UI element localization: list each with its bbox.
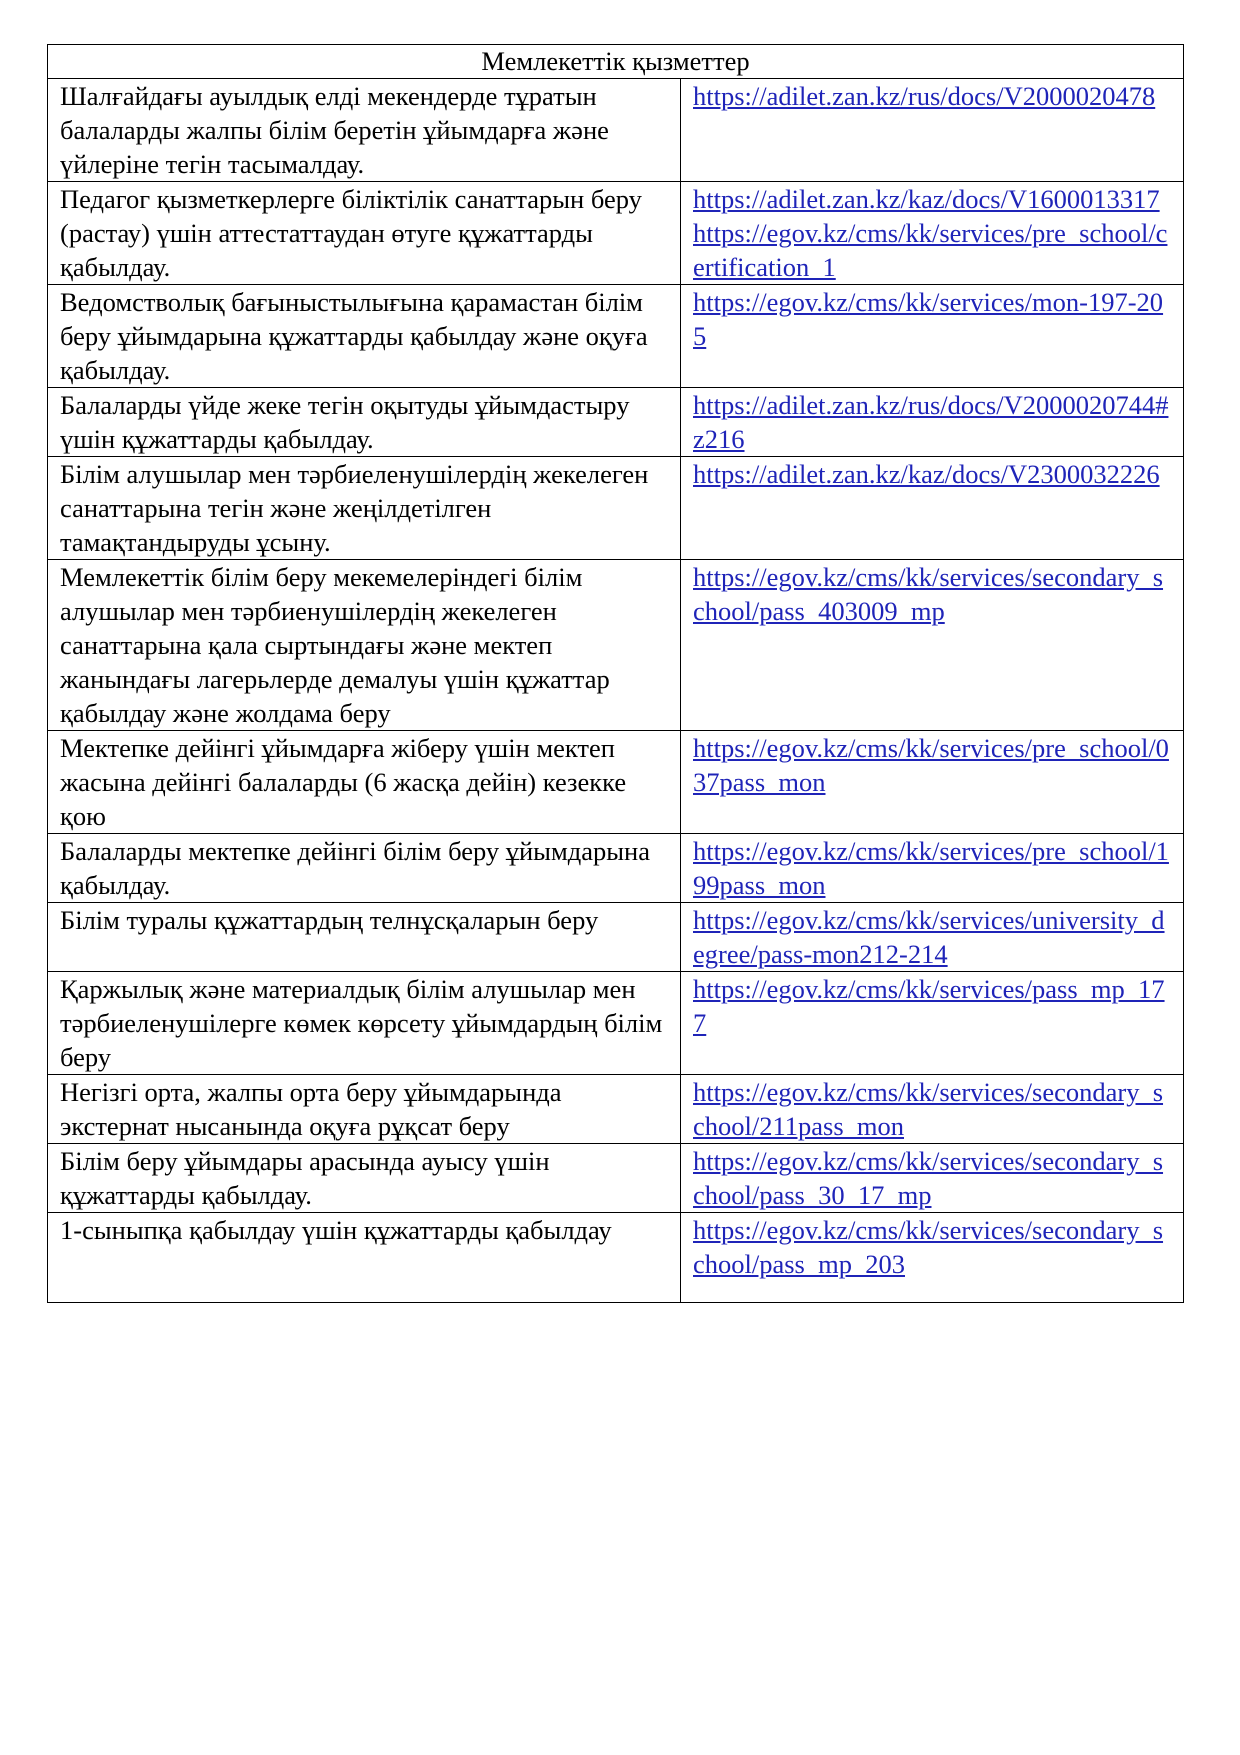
link-wrapper — [693, 560, 1173, 628]
service-link[interactable]: https://adilet.zan.kz/rus/docs/V2000020744#z216 — [693, 390, 1169, 454]
link-wrapper — [693, 1144, 1173, 1212]
service-link[interactable]: https://egov.kz/cms/kk/services/secondary_school/pass_mp_203 — [693, 1215, 1164, 1279]
service-links-cell — [681, 972, 1184, 1075]
link-wrapper — [693, 972, 1173, 1040]
table-row — [48, 457, 1184, 560]
service-name-cell: Педагог қызметкерлерге біліктілік санаттарын беру (растау) үшін аттестаттаудан өтуге құжаттарды қабылдау. — [48, 182, 681, 285]
service-link[interactable]: https://egov.kz/cms/kk/services/secondary_school/211pass_mon — [693, 1077, 1164, 1141]
service-name-cell: Ведомстволық бағыныстылығына қарамастан білім беру ұйымдарына құжаттарды қабылдау және оқуға қабылдау. — [48, 285, 681, 388]
service-name-cell: Мемлекеттік білім беру мекемелеріндегі білім алушылар мен тәрбиенушілердің жекелеген санаттарына қала сыртындағы және мектеп жанындағы лагерьлерде демалуы үшін құжаттар қабылдау және жолдама беру — [48, 560, 681, 731]
link-wrapper — [693, 731, 1173, 799]
table-row — [48, 182, 1184, 285]
service-links-cell — [681, 834, 1184, 903]
link-wrapper — [693, 388, 1173, 456]
table-row — [48, 1075, 1184, 1144]
service-links-cell — [681, 1213, 1184, 1303]
service-link[interactable]: https://egov.kz/cms/kk/services/pre_school/037pass_mon — [693, 733, 1169, 797]
service-links-cell — [681, 457, 1184, 560]
service-link[interactable]: https://egov.kz/cms/kk/services/university_degree/pass-mon212-214 — [693, 905, 1165, 969]
service-link[interactable]: https://egov.kz/cms/kk/services/mon-197-205 — [693, 287, 1164, 351]
service-name-cell: 1-сыныпқа қабылдау үшін құжаттарды қабылдау — [48, 1213, 681, 1303]
table-row — [48, 388, 1184, 457]
table-row — [48, 972, 1184, 1075]
service-link[interactable]: https://egov.kz/cms/kk/services/secondary_school/pass_30_17_mp — [693, 1146, 1164, 1210]
link-wrapper — [693, 79, 1173, 113]
link-wrapper — [693, 457, 1173, 491]
service-link[interactable]: https://egov.kz/cms/kk/services/pre_school/certification_1 — [693, 218, 1168, 282]
link-wrapper — [693, 834, 1173, 902]
table-row — [48, 79, 1184, 182]
table-row — [48, 903, 1184, 972]
link-wrapper — [693, 285, 1173, 353]
service-name-cell: Шалғайдағы ауылдық елді мекендерде тұратын балаларды жалпы білім беретін ұйымдарға және үйлеріне тегін тасымалдау. — [48, 79, 681, 182]
table-row — [48, 834, 1184, 903]
link-wrapper — [693, 182, 1173, 216]
link-wrapper — [693, 216, 1173, 284]
table-body — [48, 79, 1184, 1303]
table-row — [48, 560, 1184, 731]
service-name-cell: Балаларды мектепке дейінгі білім беру ұйымдарына қабылдау. — [48, 834, 681, 903]
service-link[interactable]: https://adilet.zan.kz/kaz/docs/V1600013317 — [693, 184, 1160, 214]
service-links-cell — [681, 79, 1184, 182]
service-links-cell — [681, 182, 1184, 285]
service-link[interactable]: https://egov.kz/cms/kk/services/pre_school/199pass_mon — [693, 836, 1169, 900]
table-row — [48, 731, 1184, 834]
service-link[interactable]: https://egov.kz/cms/kk/services/secondary_school/pass_403009_mp — [693, 562, 1164, 626]
service-links-cell — [681, 903, 1184, 972]
table-header: Мемлекеттік қызметтер — [48, 45, 1184, 79]
service-name-cell: Негізгі орта, жалпы орта беру ұйымдарында экстернат нысанында оқуға рұқсат беру — [48, 1075, 681, 1144]
service-link[interactable]: https://egov.kz/cms/kk/services/pass_mp_177 — [693, 974, 1165, 1038]
table-header-row — [48, 45, 1184, 79]
service-name-cell: Білім туралы құжаттардың телнұсқаларын беру — [48, 903, 681, 972]
table-row — [48, 1144, 1184, 1213]
service-name-cell: Мектепке дейінгі ұйымдарға жіберу үшін мектеп жасына дейінгі балаларды (6 жасқа дейін) кезекке қою — [48, 731, 681, 834]
service-links-cell — [681, 731, 1184, 834]
services-table — [47, 44, 1184, 1303]
link-wrapper — [693, 1213, 1173, 1281]
service-name-cell: Балаларды үйде жеке тегін оқытуды ұйымдастыру үшін құжаттарды қабылдау. — [48, 388, 681, 457]
service-links-cell — [681, 285, 1184, 388]
service-name-cell: Білім беру ұйымдары арасында ауысу үшін құжаттарды қабылдау. — [48, 1144, 681, 1213]
service-name-cell: Білім алушылар мен тәрбиеленушілердің жекелеген санаттарына тегін және жеңілдетілген тамақтандыруды ұсыну. — [48, 457, 681, 560]
link-wrapper — [693, 903, 1173, 971]
service-links-cell — [681, 560, 1184, 731]
service-name-cell: Қаржылық және материалдық білім алушылар мен тәрбиеленушілерге көмек көрсету ұйымдардың білім беру — [48, 972, 681, 1075]
service-link[interactable]: https://adilet.zan.kz/kaz/docs/V2300032226 — [693, 459, 1160, 489]
table-row — [48, 1213, 1184, 1303]
service-link[interactable]: https://adilet.zan.kz/rus/docs/V2000020478 — [693, 81, 1156, 111]
service-links-cell — [681, 1144, 1184, 1213]
link-wrapper — [693, 1075, 1173, 1143]
table-row — [48, 285, 1184, 388]
service-links-cell — [681, 388, 1184, 457]
service-links-cell — [681, 1075, 1184, 1144]
